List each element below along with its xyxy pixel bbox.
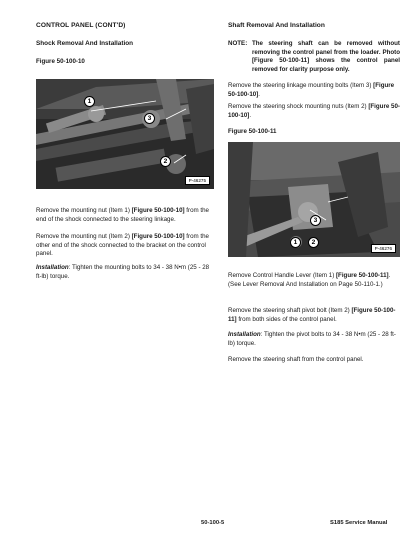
callout-1: 1 bbox=[290, 237, 301, 248]
callout-3: 3 bbox=[144, 113, 155, 124]
paragraph-installation-left: Installation: Tighten the mounting bolts to 34 - 38 N•m (25 - 28 ft-lb) torque. bbox=[36, 264, 210, 280]
paragraph-remove-lever: Remove Control Handle Lever (Item 1) [Figure 50-100-11]. (See Lever Removal And Installation on Page 50-110-1.) bbox=[228, 272, 391, 288]
paragraph-remove-shock-nuts: Remove the steering shock mounting nuts (Item 2) [Figure 50-100-10]. bbox=[228, 103, 400, 119]
figure-photo-shock bbox=[36, 79, 214, 189]
manual-name: S185 Service Manual bbox=[330, 520, 388, 526]
paragraph-remove-nut-1: Remove the mounting nut (Item 1) [Figure 50-100-10] from the end of the shock connected to the steering linkage. bbox=[36, 207, 209, 223]
figure-label-11: Figure 50-100-11 bbox=[228, 128, 277, 135]
paragraph-installation-right: Installation: Tighten the pivot bolts to 34 - 38 N•m (25 - 28 ft-lb) torque. bbox=[228, 331, 396, 347]
note-label: NOTE: bbox=[228, 40, 248, 47]
subsection-title-shock: Shock Removal And Installation bbox=[36, 40, 134, 47]
paragraph-remove-shaft: Remove the steering shaft from the control panel. bbox=[228, 356, 364, 363]
paragraph-remove-nut-2: Remove the mounting nut (Item 2) [Figure 50-100-10] from the other end of the shock connected to the bracket on the control panel. bbox=[36, 233, 209, 258]
figure-label-10: Figure 50-100-10 bbox=[36, 58, 85, 65]
figure-photo-shaft bbox=[228, 142, 400, 257]
paragraph-remove-linkage-bolts: Remove the steering linkage mounting bolts (Item 3) [Figure 50-100-10]. bbox=[228, 82, 395, 98]
callout-3: 3 bbox=[310, 215, 321, 226]
callout-2: 2 bbox=[308, 237, 319, 248]
note-text: The steering shaft can be removed without removing the control panel from the loader. Photo [Figure 50-100-11] shows the control panel removed for clarity purpose only. bbox=[252, 40, 400, 73]
callout-1: 1 bbox=[84, 96, 95, 107]
page-number: 50-100-5 bbox=[201, 520, 225, 526]
callout-2: 2 bbox=[160, 156, 171, 167]
photo-illustration-shock bbox=[36, 79, 214, 189]
section-title: CONTROL PANEL (CONT'D) bbox=[36, 22, 126, 29]
figure-code: P-46275 bbox=[185, 176, 210, 185]
shaft-section-title: Shaft Removal And Installation bbox=[228, 22, 325, 29]
paragraph-remove-pivot-bolt: Remove the steering shaft pivot bolt (Item 2) [Figure 50-100-11] from both sides of the control panel. bbox=[228, 307, 396, 323]
figure-code: P-46276 bbox=[371, 244, 396, 253]
